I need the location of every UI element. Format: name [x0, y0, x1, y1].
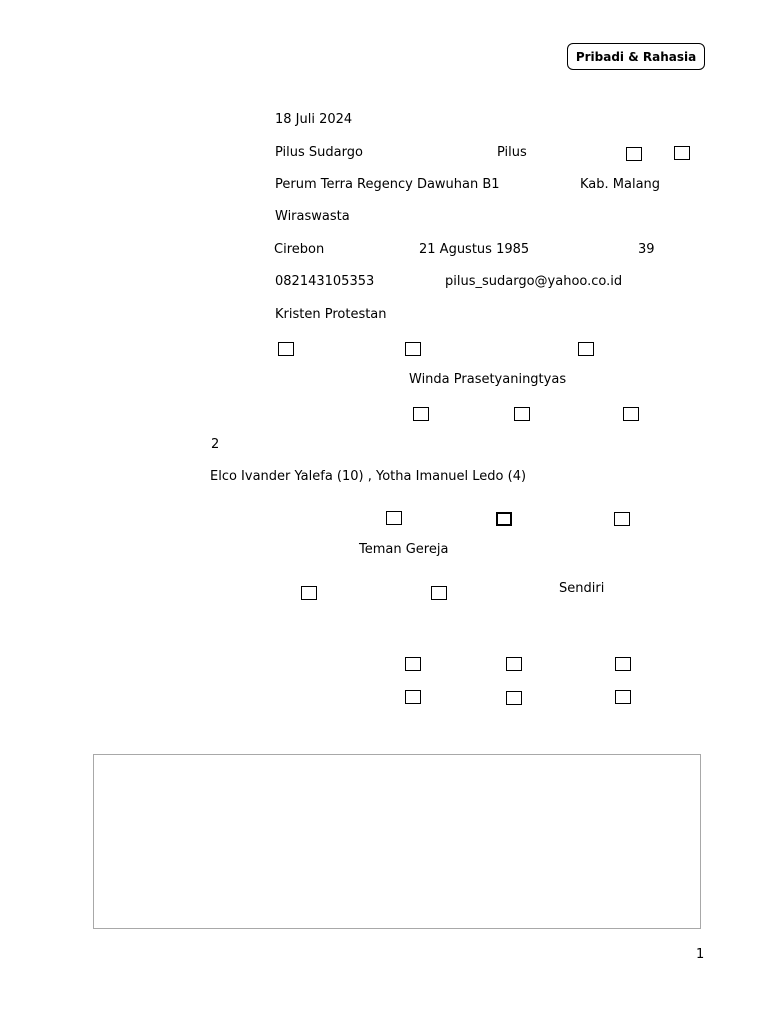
occupation-value: Wiraswasta: [275, 209, 350, 224]
full-name-value: Pilus Sudargo: [275, 145, 363, 160]
marital-status-checkbox-3[interactable]: [578, 342, 594, 356]
spouse-name-value: Winda Prasetyaningtyas: [409, 372, 567, 387]
grid-checkbox-r1-c2[interactable]: [506, 657, 522, 671]
spouse-option-checkbox-2[interactable]: [514, 407, 530, 421]
phone-value: 082143105353: [275, 274, 375, 289]
grid-checkbox-r1-c3[interactable]: [615, 657, 631, 671]
living-with-value: Sendiri: [559, 581, 605, 596]
address-value: Perum Terra Regency Dawuhan B1: [275, 177, 500, 192]
notes-box[interactable]: [93, 754, 701, 929]
email-value: pilus_sudargo@yahoo.co.id: [445, 274, 623, 289]
marital-status-checkbox-2[interactable]: [405, 342, 421, 356]
nickname-value: Pilus: [497, 145, 527, 160]
children-names-value: Elco Ivander Yalefa (10) , Yotha Imanuel Ledo (4): [210, 469, 527, 484]
spouse-option-checkbox-1[interactable]: [413, 407, 429, 421]
page-number: 1: [696, 947, 705, 962]
birth-place-value: Cirebon: [274, 242, 325, 257]
referral-option-checkbox-1[interactable]: [386, 511, 402, 525]
grid-checkbox-r2-c1[interactable]: [405, 690, 421, 704]
children-count-value: 2: [211, 437, 220, 452]
grid-checkbox-r2-c2[interactable]: [506, 691, 522, 705]
birth-date-value: 21 Agustus 1985: [419, 242, 530, 257]
age-value: 39: [638, 242, 655, 257]
living-option-checkbox-1[interactable]: [301, 586, 317, 600]
grid-checkbox-r1-c1[interactable]: [405, 657, 421, 671]
confidential-badge: Pribadi & Rahasia: [567, 43, 705, 70]
referral-source-value: Teman Gereja: [359, 542, 449, 557]
grid-checkbox-r2-c3[interactable]: [615, 690, 631, 704]
gender-male-checkbox[interactable]: [626, 147, 642, 161]
living-option-checkbox-2[interactable]: [431, 586, 447, 600]
religion-value: Kristen Protestan: [275, 307, 387, 322]
referral-option-checkbox-2[interactable]: [496, 512, 512, 526]
gender-female-checkbox[interactable]: [674, 146, 690, 160]
date-value: 18 Juli 2024: [275, 112, 353, 127]
city-value: Kab. Malang: [580, 177, 661, 192]
marital-status-checkbox-1[interactable]: [278, 342, 294, 356]
spouse-option-checkbox-3[interactable]: [623, 407, 639, 421]
referral-option-checkbox-3[interactable]: [614, 512, 630, 526]
